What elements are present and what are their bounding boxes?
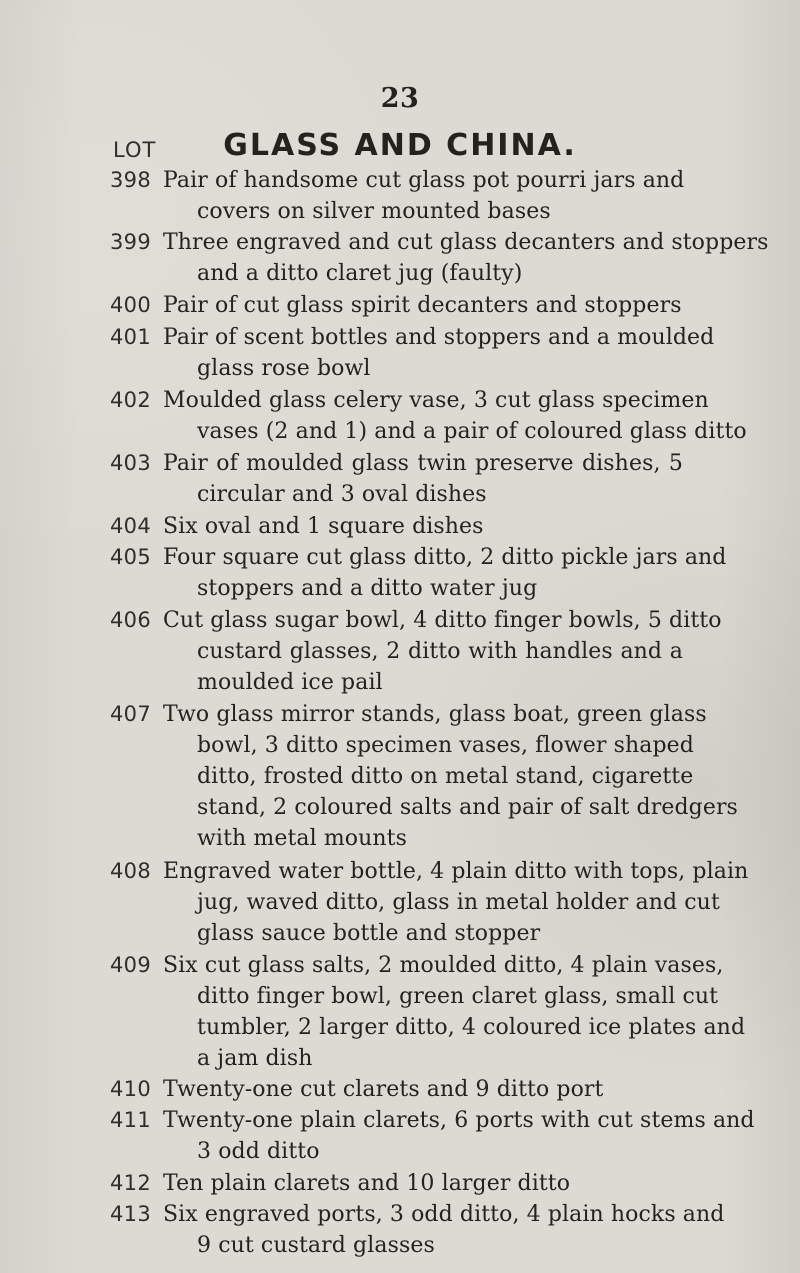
description-line: and a ditto claret jug (faulty)	[197, 261, 523, 286]
lot-description	[163, 511, 683, 542]
description-line: Cut glass sugar bowl, 4 ditto finger bowls, 5 ditto	[163, 608, 722, 633]
lot-number: 399	[110, 230, 151, 254]
lot-description	[163, 542, 727, 604]
description-line: custard glasses, 2 ditto with handles and a	[197, 639, 683, 664]
description-line: Pair of scent bottles and stoppers and a moulded	[163, 325, 715, 350]
lot-number: 408	[110, 859, 151, 883]
lot-description	[163, 322, 715, 384]
description-line: Engraved water bottle, 4 plain ditto with tops, plain	[163, 859, 749, 884]
description-line: stand, 2 coloured salts and pair of salt dredgers	[197, 795, 738, 820]
description-line: stoppers and a ditto water jug	[197, 576, 538, 601]
lot-description	[163, 699, 738, 854]
description-line: glass rose bowl	[197, 356, 371, 381]
description-line: circular and 3 oval dishes	[197, 482, 487, 507]
description-line: Three engraved and cut glass decanters and stoppers	[163, 230, 769, 255]
lot-description	[163, 605, 722, 698]
lot-number: 403	[110, 451, 151, 475]
lot-description	[163, 950, 746, 1074]
description-line: covers on silver mounted bases	[197, 199, 551, 224]
description-line: Twenty-one plain clarets, 6 ports with cut stems and	[163, 1108, 755, 1133]
lot-description	[163, 385, 747, 447]
description-line: Four square cut glass ditto, 2 ditto pickle jars and	[163, 545, 727, 570]
lot-number: 401	[110, 325, 151, 349]
lot-number: 409	[110, 953, 151, 977]
lot-column-label: LOT	[113, 138, 157, 162]
lot-description	[163, 1074, 683, 1105]
lot-number: 412	[110, 1171, 151, 1195]
lot-number: 410	[110, 1077, 151, 1101]
description-line: glass sauce bottle and stopper	[197, 921, 541, 946]
lot-description	[163, 448, 683, 510]
description-line: Moulded glass celery vase, 3 cut glass specimen	[163, 388, 709, 413]
lot-description	[163, 1199, 725, 1261]
description-line: ditto, frosted ditto on metal stand, cigarette	[197, 764, 694, 789]
description-line: Two glass mirror stands, glass boat, green glass	[163, 702, 707, 727]
lot-description	[163, 856, 749, 949]
description-line: with metal mounts	[197, 826, 408, 851]
description-line: tumbler, 2 larger ditto, 4 coloured ice plates and	[197, 1015, 746, 1040]
description-line: Six oval and 1 square dishes	[163, 514, 484, 539]
description-line: 3 odd ditto	[197, 1139, 320, 1164]
description-line: Pair of cut glass spirit decanters and stoppers	[163, 293, 682, 318]
description-line: vases (2 and 1) and a pair of coloured glass ditto	[197, 419, 747, 444]
description-line: moulded ice pail	[197, 670, 383, 695]
description-line: Pair of moulded glass twin preserve dishes, 5	[163, 451, 683, 476]
lot-number: 411	[110, 1108, 151, 1132]
lot-number: 405	[110, 545, 151, 569]
lot-number: 400	[110, 293, 151, 317]
page-number: 23	[380, 83, 420, 114]
lot-description	[163, 290, 683, 321]
lot-number: 404	[110, 514, 151, 538]
lot-description	[163, 227, 769, 289]
description-line: a jam dish	[197, 1046, 313, 1071]
lot-number: 407	[110, 702, 151, 726]
description-line: Ten plain clarets and 10 larger ditto	[163, 1171, 571, 1196]
description-line: Six cut glass salts, 2 moulded ditto, 4 plain vases,	[163, 953, 724, 978]
description-line: 9 cut custard glasses	[197, 1233, 435, 1258]
lot-number: 406	[110, 608, 151, 632]
description-line: bowl, 3 ditto specimen vases, flower shaped	[197, 733, 694, 758]
description-line: Pair of handsome cut glass pot pourri jars and	[163, 168, 685, 193]
description-line: Twenty-one cut clarets and 9 ditto port	[163, 1077, 604, 1102]
description-line: jug, waved ditto, glass in metal holder and cut	[197, 890, 720, 915]
lot-number: 402	[110, 388, 151, 412]
lot-number: 413	[110, 1202, 151, 1226]
lot-description	[163, 1168, 683, 1199]
description-line: ditto finger bowl, green claret glass, small cut	[197, 984, 719, 1009]
lot-description	[163, 165, 683, 227]
lot-description	[163, 1105, 755, 1167]
description-line: Six engraved ports, 3 odd ditto, 4 plain hocks and	[163, 1202, 725, 1227]
section-title: GLASS AND CHINA.	[223, 128, 577, 163]
lot-number: 398	[110, 168, 151, 192]
